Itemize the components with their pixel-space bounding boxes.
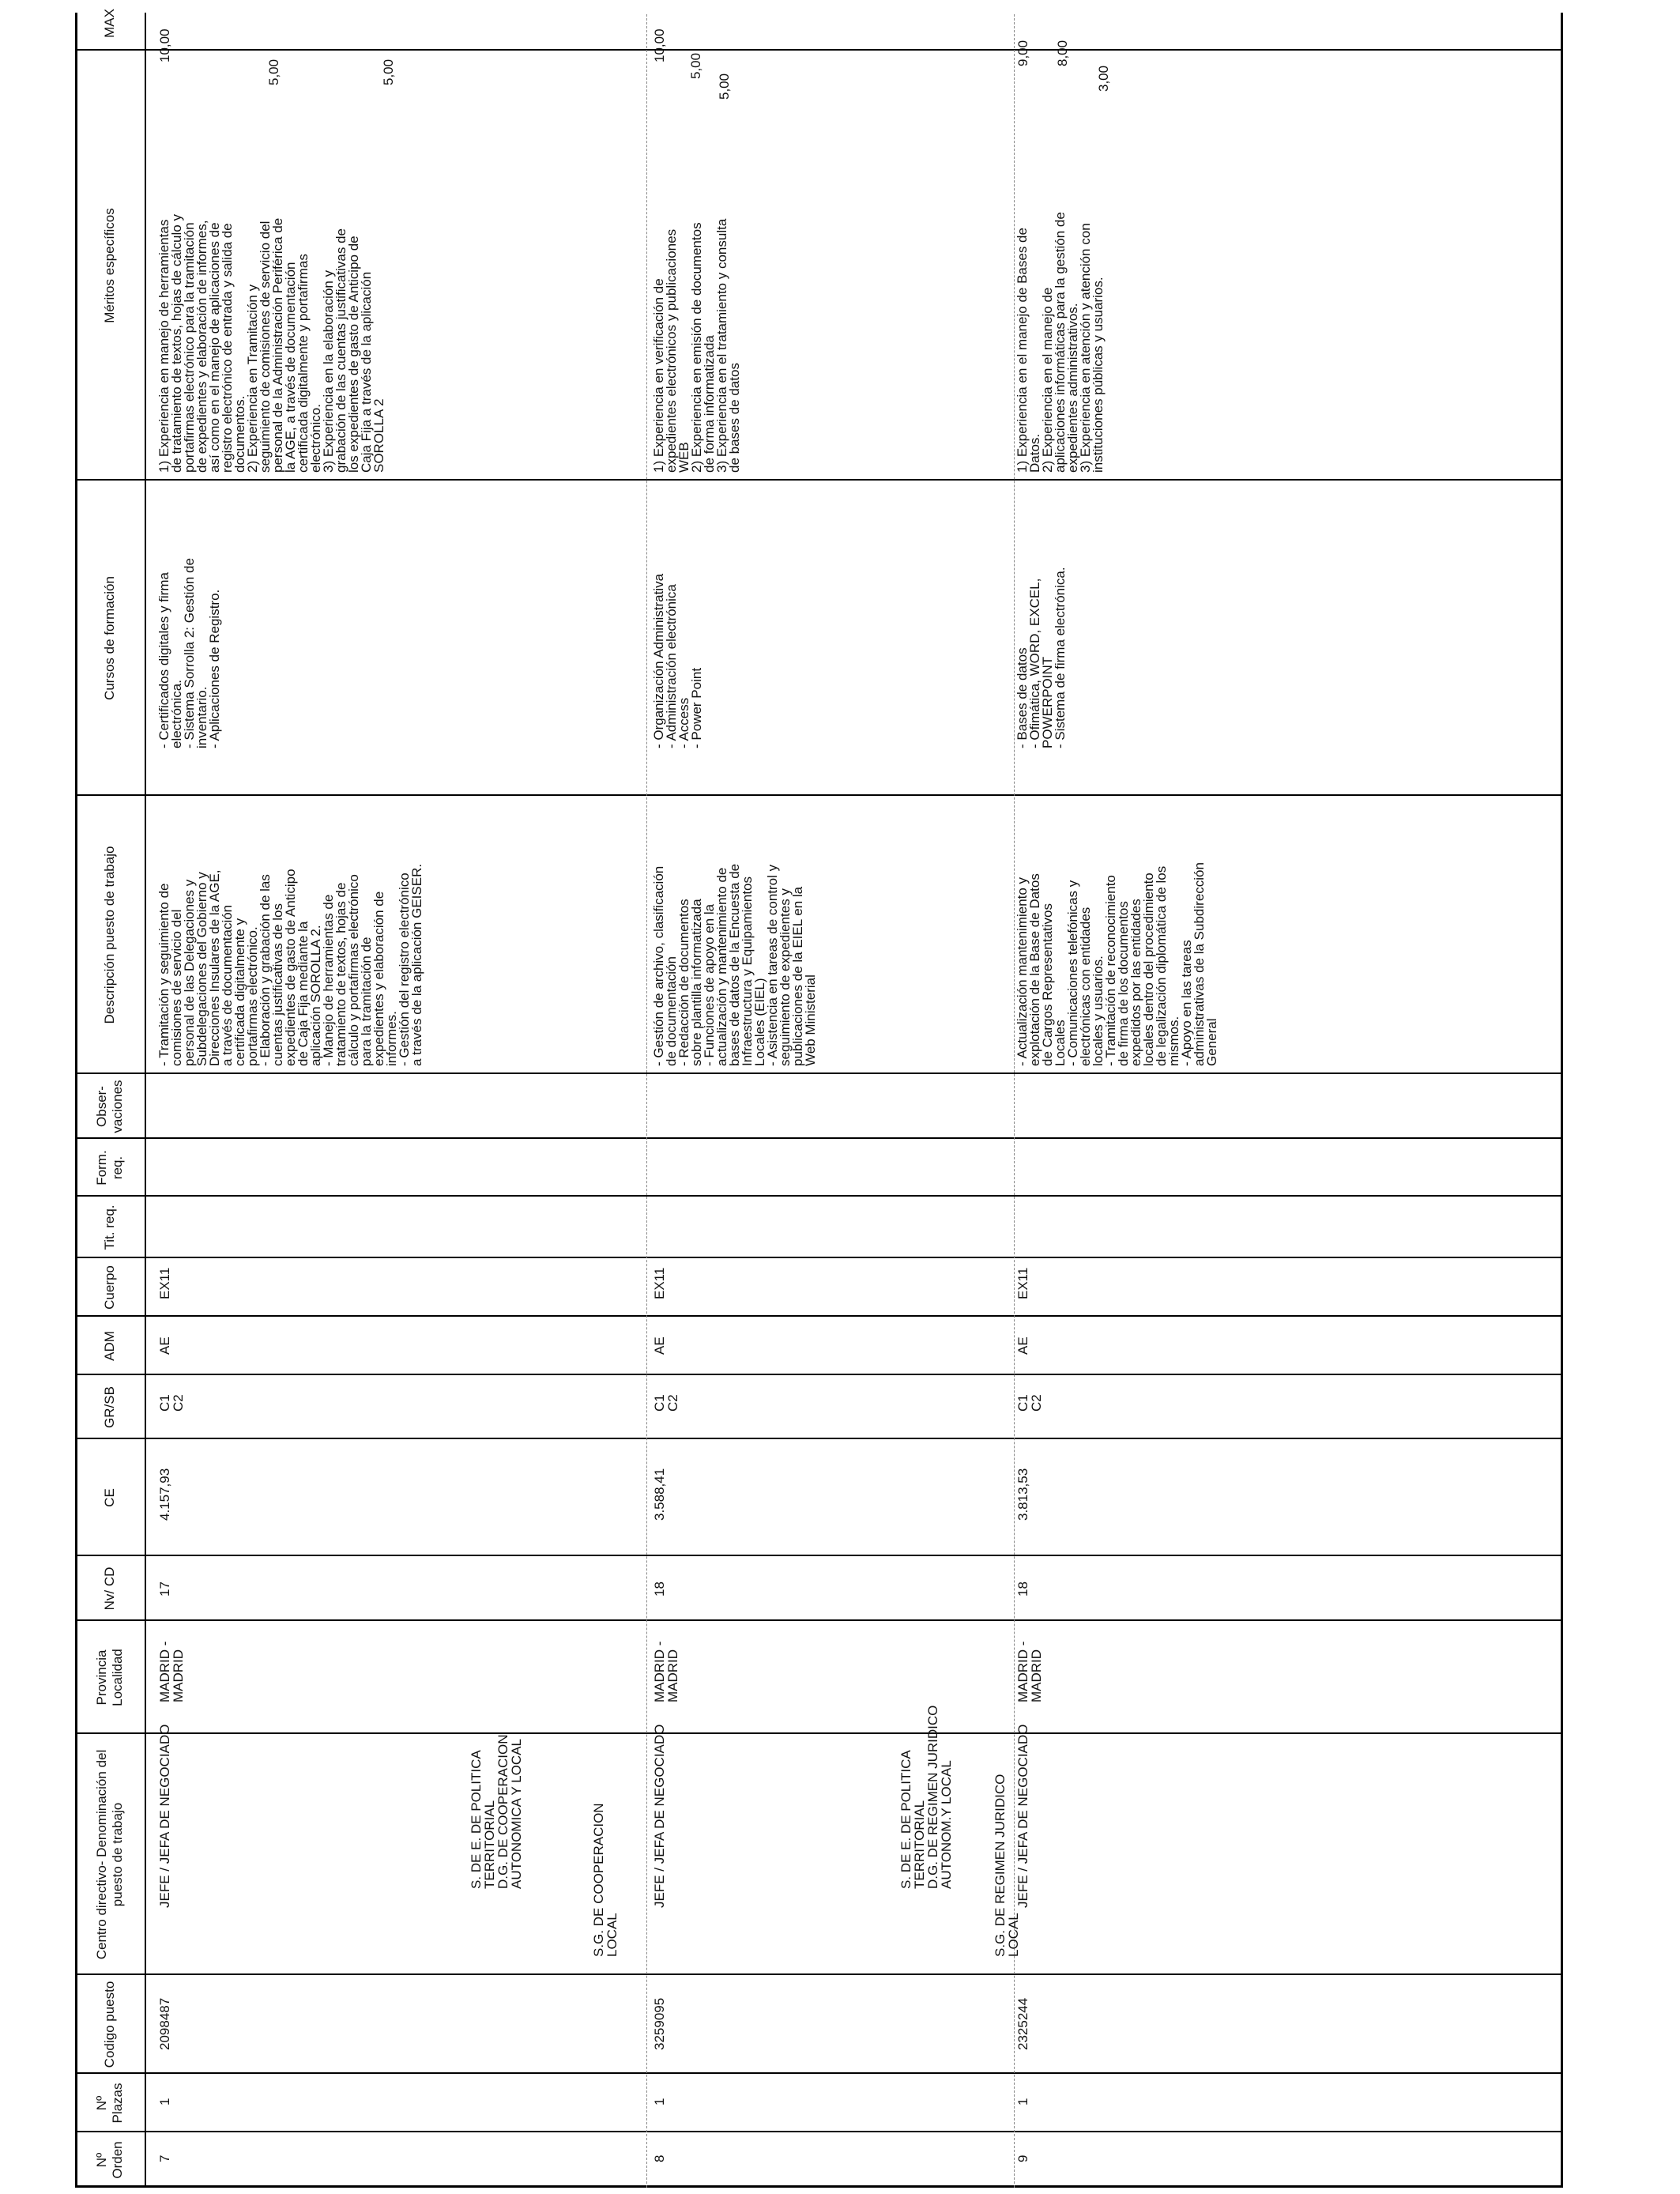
row8-puesto: JEFE / JEFA DE NEGOCIADO [652,1724,667,1908]
header-grupo: GR/SB [102,1386,117,1428]
header-adm: ADM [102,1331,117,1361]
col-sep [75,1973,1563,1975]
header-codigo: Codigo puesto [102,1981,117,2068]
header-centro: Centro directivo- Denominación del puesto de trabajo [94,1749,125,1960]
row8-dept1: S. DE E. DE POLITICA TERRITORIAL D.G. DE REGIMEN JURIDICO AUTONOM.Y LOCAL [898,1705,954,1889]
header-max: MAX [102,9,117,38]
row8-cursos: - Organización Administrativa - Administración electrónica - Access - Power Point [651,573,704,748]
col-sep [75,1315,1563,1317]
row9-max-2: 3,00 [1096,65,1111,92]
row8-grupo: C1 C2 [652,1394,680,1412]
row7-cuerpo: EX11 [157,1267,172,1299]
row9-puesto: JEFE / JEFA DE NEGOCIADO [1015,1724,1030,1908]
row7-puesto: JEFE / JEFA DE NEGOCIADO [157,1724,172,1908]
row7-max-1: 5,00 [266,58,281,85]
col-sep [75,1257,1563,1258]
col-sep [75,1619,1563,1621]
header-form: Form. req. [94,1150,125,1186]
row8-descripcion: - Gestión de archivo, clasificación de documentación - Redacción de documentos sobre plantilla informatizada - Funciones de apoyo en la actualización y mantenimiento de bases de datos de la Encuesta de Infraestructura y Equipamientos Locales (EIEL) - Asistencia en tareas de control y seguimiento de expedientes y publicaciones de la EIEL en la Web Ministerial [651,863,818,1066]
row7-provincia: MADRID - MADRID [157,1641,186,1702]
row7-cursos: - Certificados digitales y firma electrónica. - Sistema Sorrolla 2: Gestión de inventario. - Aplicaciones de Registro. [156,558,222,748]
row7-dept1: S. DE E. DE POLITICA TERRITORIAL D.G. DE COOPERACION AUTONOMICA Y LOCAL [469,1734,524,1889]
col-sep [75,1438,1563,1439]
row9-descripcion: - Actualización mantenimiento y explotación de la Base de Datos de Cargos Representativos Locales - Comunicaciones telefónicas y electrónicas con entidades locales y usuarios. - Tramitación de reconocimiento de firma de los documentos expedidos por las entidades locales dentro del procedimiento de legalización diplomática de los mismos. - Apoyo en las tareas administrativas de la Subdirección General [1015,862,1219,1066]
row7-ce: 4.157,93 [157,1468,172,1521]
col-sep [75,794,1563,796]
row7-max-total: 10,00 [157,28,172,62]
row8-max-total: 10,00 [652,28,667,62]
row9-nivel: 18 [1015,1581,1030,1596]
header-nivel: Nv/ CD [102,1566,117,1611]
col-sep [75,2131,1563,2132]
row9-grupo: C1 C2 [1015,1394,1044,1412]
row8-dept2: S.G. DE REGIMEN JURIDICO LOCAL [993,1774,1021,1957]
col-sep [75,1195,1563,1197]
header-cuerpo: Cuerpo [102,1265,117,1310]
header-cursos: Cursos de formación [102,576,117,700]
row7-codigo: 2098487 [157,1997,172,2050]
header-obs: Obser- vaciones [94,1080,125,1133]
row9-plazas: 1 [1015,2098,1030,2105]
row8-max-2: 5,00 [717,73,732,100]
row7-max-2: 5,00 [381,58,396,85]
row7-meritos: 1) Experiencia en manejo de herramientas de tratamiento de textos, hojas de cálculo y portafirmas electrónico para la tramitación de expedientes y elaboración de informes, así como en el manejo de aplicaciones de registro electrónico de entrada y salida de documentos. 2) Experiencia en Tramitación y seguimiento de comisiones de servicio del personal de la Administración Periférica de la AGE, a través de documentación certificada digitalmente y portafirmas electrónico. 3) Experiencia en la elaboración y grabación de las cuentas justificativas de los expedientes de gasto de Anticipo de Caja Fija a través de la aplicación SOROLLA 2 [156,214,386,473]
row9-provincia: MADRID - MADRID [1015,1641,1044,1702]
header-tit: Tit. req. [102,1204,117,1250]
col-sep [75,49,1563,51]
col-sep [75,1732,1563,1734]
row9-codigo: 2325244 [1015,1997,1030,2050]
row7-orden: 7 [157,2154,172,2162]
row8-codigo: 3259095 [652,1997,667,2050]
row9-max-total: 9,00 [1015,40,1030,66]
col-sep [75,1555,1563,1556]
header-descripcion: Descripción puesto de trabajo [102,846,117,1024]
col-sep [75,1374,1563,1375]
row7-dept2: S.G. DE COOPERACION LOCAL [591,1803,620,1957]
header-provincia: Provincia Localidad [94,1649,125,1706]
row7-descripcion: - Tramitación y seguimiento de comisiones de servicio del personal de las Delegaciones y Subdelegaciones del Gobierno y Direcciones Insulares de la AGE, a través de documentación certificada digitalmente y portafirmas electrónico. - Elaboración y grabación de las cuentas justificativas de los expedientes de gasto de Anticipo de Caja Fija mediante la aplicación SOROLLA 2. - Manejo de herramientas de tratamiento de textos, hojas de cálculo y portafirmas electrónico para la tramitación de expedientes y elaboración de informes. - Gestión del registro electrónico a través de la aplicación GEISER. [156,863,424,1066]
header-plazas: Nº Plazas [94,2083,125,2124]
row8-provincia: MADRID - MADRID [652,1641,680,1702]
row9-cuerpo: EX11 [1015,1267,1030,1299]
row8-adm: AE [652,1336,667,1355]
col-sep [75,1137,1563,1139]
row8-orden: 8 [652,2154,667,2162]
header-meritos: Méritos específicos [102,208,117,323]
row8-cuerpo: EX11 [652,1267,667,1299]
col-sep [75,2072,1563,2074]
row7-nivel: 17 [157,1581,172,1596]
row9-adm: AE [1015,1336,1030,1355]
row8-max-1: 5,00 [688,52,703,79]
row-divider [646,14,647,2188]
row9-ce: 3.813,53 [1015,1468,1030,1521]
row9-meritos: 1) Experiencia en el manejo de Bases de Datos. 2) Experiencia en el manejo de aplicaciones informáticas para la gestión de expedientes administrativos. 3) Experiencia en atención y atención con instituciones públicas y usuarios. [1015,212,1106,473]
row8-plazas: 1 [652,2098,667,2105]
col-sep [75,1072,1563,1074]
row8-nivel: 18 [652,1581,667,1596]
row7-grupo: C1 C2 [157,1394,186,1412]
header-orden: Nº Orden [94,2141,125,2179]
header-divider [145,13,146,2188]
row8-ce: 3.588,41 [652,1468,667,1521]
row9-max-1: 8,00 [1055,40,1070,66]
row7-adm: AE [157,1336,172,1355]
row9-cursos: - Bases de datos - Ofimática, WORD, EXCEL, POWERPOINT - Sistema de firma electrónica. [1015,567,1068,748]
col-sep [75,479,1563,481]
row8-meritos: 1) Experiencia en verificación de expedientes electrónicos y publicaciones WEB 2) Experiencia en emisión de documentos de forma informatizada 3) Experiencia en el tratamiento y consulta de bases de datos [651,218,742,473]
header-ce: CE [102,1488,117,1507]
row9-orden: 9 [1015,2154,1030,2162]
row7-plazas: 1 [157,2098,172,2105]
